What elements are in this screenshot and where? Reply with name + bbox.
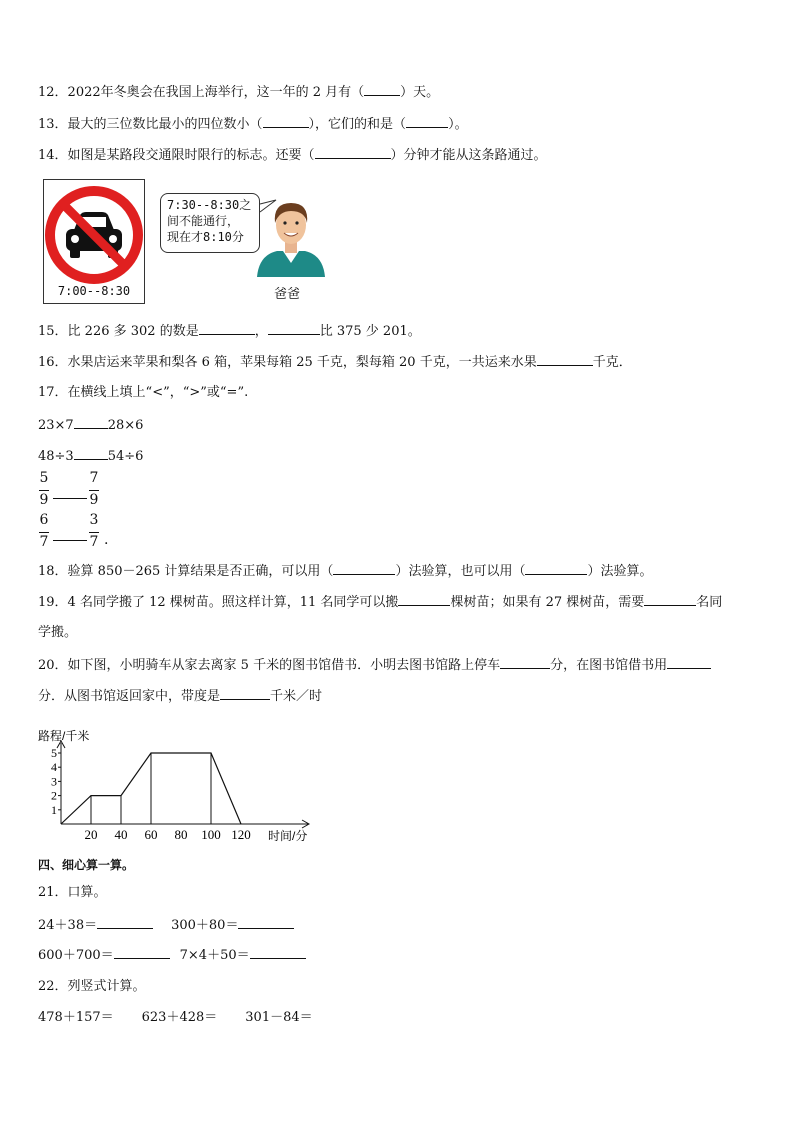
chart-y-tick-label: 2 — [51, 788, 57, 803]
q17-fraction-compare-2 — [38, 512, 118, 556]
question-14 — [38, 146, 547, 165]
q21-d-blank[interactable] — [250, 946, 306, 959]
chart-x-tick-label: 120 — [231, 827, 251, 842]
q15-text-end: 比 375 少 201。 — [319, 324, 421, 339]
chart-x-tick-label: 80 — [174, 827, 188, 842]
bubble-line-2: 间不能通行， — [167, 214, 240, 228]
q17-f2-denominator: 9 — [89, 492, 99, 508]
sign-time-label: 7:00--8:30 — [57, 284, 131, 298]
q18-text-end: ）法验算。 — [587, 564, 653, 579]
q13-text: 13．最大的三位数比最小的四位数小（ — [38, 117, 263, 132]
q14-blank[interactable] — [315, 146, 391, 159]
q22-a: 478＋157＝ — [38, 1010, 114, 1025]
q17-a-right: 28×6 — [107, 418, 144, 433]
q17-c-blank[interactable] — [53, 498, 87, 499]
q14-text: 14．如图是某路段交通限时限行的标志。还要（ — [38, 148, 315, 163]
q22-row — [38, 1009, 313, 1027]
q17-f1-numerator: 5 — [39, 470, 49, 486]
q21-b: 300＋80＝ — [171, 918, 239, 933]
chart-x-tick-label: 40 — [114, 827, 128, 842]
speech-bubble — [160, 193, 260, 253]
q21-c: 600＋700＝ — [38, 948, 114, 963]
q20-blank-1[interactable] — [500, 656, 550, 669]
q21-row-1 — [38, 916, 294, 935]
q20-blank-2[interactable] — [667, 656, 711, 669]
q17-f3-denominator: 7 — [39, 534, 49, 550]
question-12 — [38, 83, 439, 102]
q13-text-end: ）。 — [448, 117, 468, 132]
q20-text-mid: 分，在图书馆借书用 — [550, 658, 668, 673]
q22-c: 301－84＝ — [245, 1010, 313, 1025]
q17-b-blank[interactable] — [74, 447, 108, 460]
q17-f4-denominator: 7 — [89, 534, 99, 550]
q17-f1-denominator: 9 — [39, 492, 49, 508]
q17-compare-a — [38, 416, 143, 435]
q20-text: 20．如下图，小明骑车从家去离家 5 千米的图书馆借书．小明去图书馆路上停车 — [38, 658, 501, 673]
q16-text: 16．水果店运来苹果和梨各 6 箱，苹果每箱 25 千克，梨每箱 20 千克，一共运来水果 — [38, 355, 537, 370]
chart-y-tick-label: 4 — [51, 760, 57, 775]
q17-a-left: 23×7 — [38, 418, 74, 433]
q12-text: 12．2022年冬奥会在我国上海举行，这一年的 2 月有（ — [38, 85, 365, 100]
q19-text-mid: 棵树苗；如果有 27 棵树苗，需要 — [450, 595, 645, 610]
q13-blank-2[interactable] — [406, 115, 448, 128]
q20-text-line2: 分．从图书馆返回家中，带度是 — [38, 689, 221, 704]
q18-blank-1[interactable] — [333, 562, 395, 575]
q13-text-mid: ），它们的和是（ — [308, 117, 407, 132]
q17-f3-numerator: 6 — [39, 512, 49, 528]
q15-blank-1[interactable] — [199, 322, 255, 335]
q19-blank-2[interactable] — [644, 593, 696, 606]
q12-text-end: ）天。 — [400, 85, 440, 100]
q17-a-blank[interactable] — [74, 416, 108, 429]
question-19-line2: 学搬。 — [38, 625, 78, 640]
q13-blank-1[interactable] — [263, 115, 309, 128]
q15-blank-2[interactable] — [268, 322, 320, 335]
q18-text-mid: ）法验算，也可以用（ — [395, 564, 526, 579]
q20-blank-3[interactable] — [220, 687, 270, 700]
question-22-title: 22．列竖式计算。 — [38, 979, 146, 994]
q15-text: 15．比 226 多 302 的数是 — [38, 324, 199, 339]
question-21-title: 21．口算。 — [38, 885, 107, 900]
q18-text: 18．验算 850－265 计算结果是否正确，可以用（ — [38, 564, 334, 579]
chart-x-tick-label: 60 — [144, 827, 158, 842]
bubble-line-3: 现在才8:10分 — [167, 230, 244, 244]
q21-d: 7×4＋50＝ — [179, 948, 250, 963]
q17-fraction-compare-1 — [38, 470, 118, 514]
question-13 — [38, 115, 468, 134]
q17-f2-numerator: 7 — [89, 470, 99, 486]
chart-y-label: 路程/千米 — [38, 729, 90, 743]
question-19 — [38, 593, 722, 612]
question-18 — [38, 562, 652, 581]
q17-compare-b — [38, 447, 143, 466]
q21-c-blank[interactable] — [114, 946, 170, 959]
no-car-sign — [43, 179, 145, 304]
chart-x-tick-label: 20 — [84, 827, 98, 842]
chart-y-tick-label: 1 — [51, 802, 57, 817]
q16-blank[interactable] — [537, 353, 593, 366]
section-4-heading: 四、细心算一算。 — [38, 858, 135, 872]
q17-d-blank[interactable] — [53, 540, 87, 541]
chart-x-label: 时间/分 — [268, 829, 308, 843]
q19-blank-1[interactable] — [398, 593, 450, 606]
question-16 — [38, 353, 632, 372]
q21-row-2 — [38, 946, 306, 965]
q17-f4-bar — [89, 532, 99, 533]
q14-text-end: ）分钟才能从这条路通过。 — [390, 148, 547, 163]
q20-text-line2-end: 千米／时 — [270, 689, 323, 704]
q19-text: 19．4 名同学搬了 12 棵树苗。照这样计算，11 名同学可以搬 — [38, 595, 399, 610]
no-car-icon — [44, 185, 144, 285]
q17-end-period: . — [104, 532, 109, 548]
question-15 — [38, 322, 421, 341]
q22-b: 623＋428＝ — [141, 1010, 218, 1025]
q17-b-right: 54÷6 — [107, 449, 144, 464]
q17-f1-bar — [39, 490, 49, 491]
question-20-line2 — [38, 687, 322, 706]
q17-f2-bar — [89, 490, 99, 491]
q17-f3-bar — [39, 532, 49, 533]
chart-x-tick-label: 100 — [201, 827, 221, 842]
q19-text-end: 名同 — [696, 595, 723, 610]
chart-y-tick-label: 5 — [51, 746, 57, 760]
chart-y-tick-label: 3 — [51, 774, 57, 789]
q16-text-end: 千克． — [592, 355, 632, 370]
distance-time-chart — [30, 725, 330, 850]
q21-b-blank[interactable] — [238, 916, 294, 929]
q18-blank-2[interactable] — [525, 562, 587, 575]
q21-a-blank[interactable] — [97, 916, 153, 929]
question-17-title: 17．在横线上填上“<”，“>”或“=”. — [38, 385, 249, 400]
q17-b-left: 48÷3 — [38, 449, 74, 464]
q21-a: 24＋38＝ — [38, 918, 98, 933]
q15-comma: ， — [254, 324, 268, 339]
q12-blank[interactable] — [364, 83, 400, 96]
q17-f4-numerator: 3 — [89, 512, 99, 528]
bubble-line-1: 7:30--8:30之 — [167, 198, 252, 212]
father-icon — [255, 195, 327, 277]
father-label: 爸爸 — [274, 286, 301, 301]
question-20 — [38, 656, 711, 675]
